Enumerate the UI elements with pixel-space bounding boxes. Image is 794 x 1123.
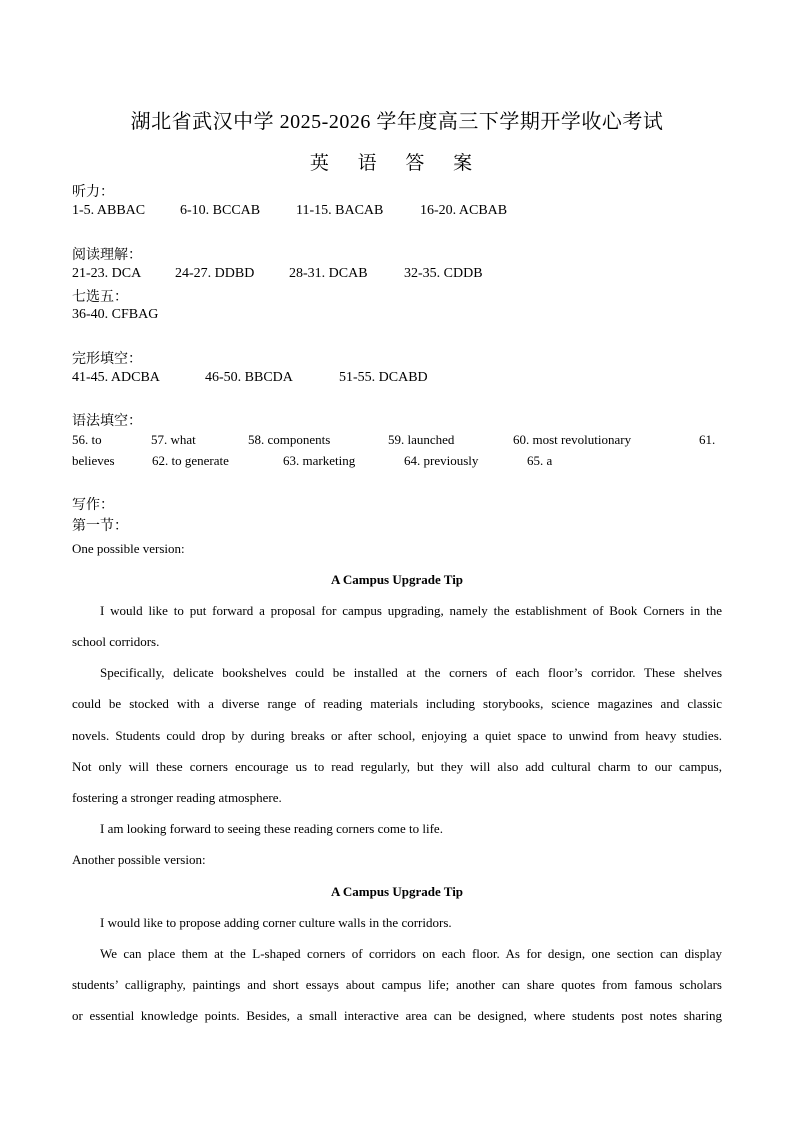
answer-item: 21-23. DCA — [72, 266, 142, 281]
answer-item: 16-20. ACBAB — [420, 203, 508, 218]
answer-item: 1-5. ABBAC — [72, 203, 146, 218]
answer-item: 57. what — [151, 432, 196, 447]
answer-row-reading — [72, 266, 483, 282]
answer-row-grammar-2 — [72, 453, 722, 469]
version-label: One possible version: — [72, 541, 185, 556]
section-heading-cloze: 完形填空： — [72, 352, 142, 367]
section-label-part1: 第一节： — [72, 519, 128, 534]
essay-line: novels. Students could drop by during breaks or after school, enjoying a quiet space to unwind from heavy studies. — [72, 728, 722, 743]
section-heading-writing: 写作： — [72, 498, 114, 513]
answer-item: 59. launched — [388, 432, 455, 447]
answer-item: 56. to — [72, 432, 102, 447]
essay-line: fostering a stronger reading atmosphere. — [72, 790, 282, 805]
answer-item: 36-40. CFBAG — [72, 307, 159, 322]
section-heading-reading: 阅读理解： — [72, 248, 142, 263]
answer-item: 11-15. BACAB — [296, 203, 384, 218]
essay-line: Not only will these corners encourage us to read regularly, but they will also add cultural charm to our campus, — [72, 759, 722, 774]
answer-item: 46-50. BBCDA — [205, 370, 293, 385]
essay-line: I would like to propose adding corner culture walls in the corridors. — [100, 915, 452, 930]
essay-line: school corridors. — [72, 634, 160, 649]
answer-item: 65. a — [527, 453, 553, 468]
answer-item: 60. most revolutionary — [513, 432, 632, 447]
essay-line: I would like to put forward a proposal for campus upgrading, namely the establishment of Book Corners in the — [100, 603, 722, 618]
answer-item: 51-55. DCABD — [339, 370, 428, 385]
answer-row-grammar-1 — [72, 432, 722, 448]
version-label: Another possible version: — [72, 852, 206, 867]
essay-line: could be stocked with a diverse range of reading materials including storybooks, science magazines and classic — [72, 696, 722, 711]
essay-line: Specifically, delicate bookshelves could be installed at the corners of each floor’s corridor. These shelves — [100, 665, 722, 680]
answer-item: 58. components — [248, 432, 331, 447]
section-heading-grammar: 语法填空： — [72, 414, 142, 429]
answer-item: believes — [72, 453, 115, 468]
essay-title: A Campus Upgrade Tip — [330, 572, 464, 587]
page-subtitle: 英 语 答 案 — [309, 153, 485, 174]
answer-item: 6-10. BCCAB — [180, 203, 261, 218]
answer-row-cloze — [72, 370, 428, 386]
answer-item: 62. to generate — [152, 453, 229, 468]
section-heading-seven: 七选五： — [72, 290, 128, 305]
essay-line: or essential knowledge points. Besides, a small interactive area can be designed, where students post notes sharing — [72, 1008, 722, 1023]
essay-line: students’ calligraphy, paintings and short essays about campus life; another can share quotes from famous scholars — [72, 977, 722, 992]
answer-item: 24-27. DDBD — [175, 266, 255, 281]
answer-item: 61. — [699, 432, 716, 447]
essay-line: I am looking forward to seeing these reading corners come to life. — [100, 821, 443, 836]
essay-line: We can place them at the L-shaped corners of corridors on each floor. As for design, one section can display — [100, 946, 722, 961]
page-title: 湖北省武汉中学 2025-2026 学年度高三下学期开学收心考试 — [130, 111, 664, 133]
answer-item: 64. previously — [404, 453, 479, 468]
answer-row-seven — [72, 307, 158, 323]
essay-title: A Campus Upgrade Tip — [330, 884, 464, 899]
answer-item: 32-35. CDDB — [404, 266, 483, 281]
answer-item: 28-31. DCAB — [289, 266, 368, 281]
answer-item: 41-45. ADCBA — [72, 370, 160, 385]
answer-row-listening — [72, 203, 507, 219]
section-heading-listening: 听力： — [72, 185, 114, 200]
answer-item: 63. marketing — [283, 453, 356, 468]
